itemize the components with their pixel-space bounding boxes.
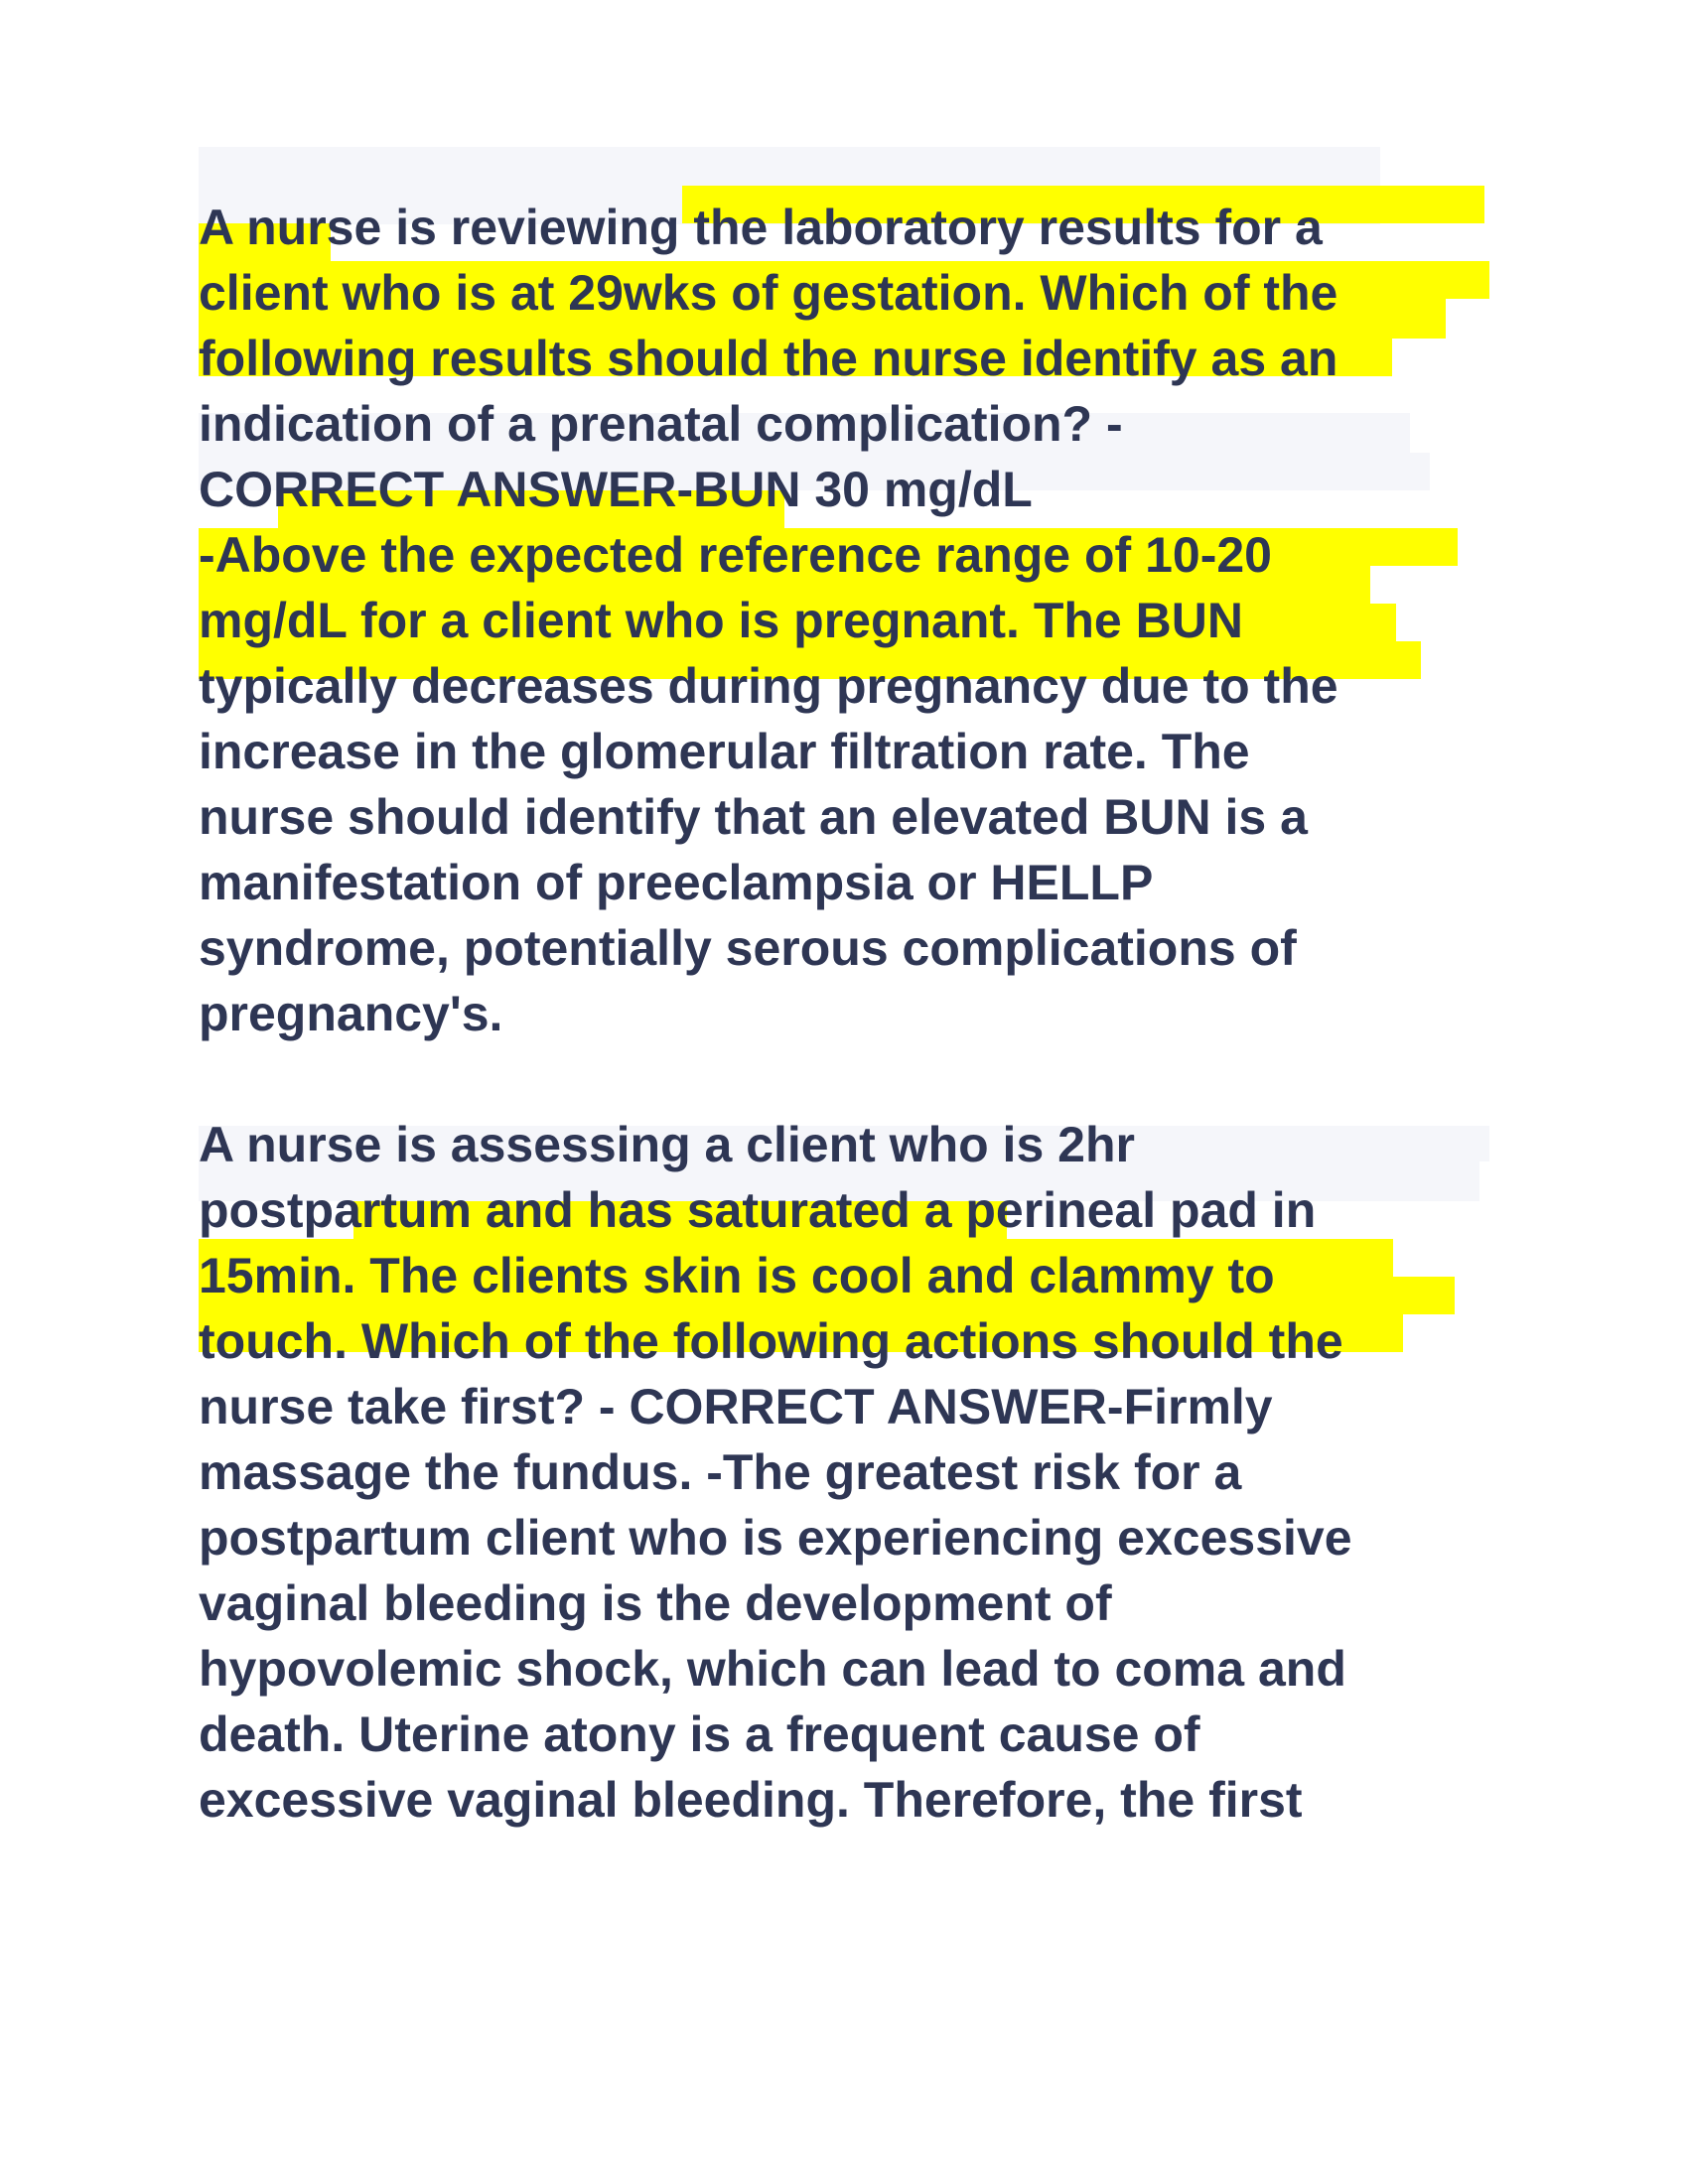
text-line: typically decreases during pregnancy due to the [199,658,1338,714]
text-line: following results should the nurse identify as an [199,331,1338,386]
document-body [199,195,1529,1833]
text-line: client who is at 29wks of gestation. Which of the [199,265,1338,321]
text-line: mg/dL for a client who is pregnant. The BUN [199,593,1243,648]
text-line: nurse take first? - CORRECT ANSWER-Firmly [199,1379,1273,1434]
text-line: postpartum and has saturated a perineal pad in [199,1182,1317,1238]
text-line: hypovolemic shock, which can lead to coma and [199,1641,1346,1697]
text-line: vaginal bleeding is the development of [199,1575,1112,1631]
text-line: 15min. The clients skin is cool and clammy to [199,1248,1275,1303]
text-line: excessive vaginal bleeding. Therefore, the first [199,1772,1303,1828]
text-line: death. Uterine atony is a frequent cause of [199,1706,1200,1762]
text-line: CORRECT ANSWER-BUN 30 mg/dL [199,462,1033,517]
text-line: nurse should identify that an elevated BUN is a [199,789,1308,845]
text-line: -Above the expected reference range of 10-20 [199,527,1272,583]
text-line: A nurse is assessing a client who is 2hr [199,1117,1135,1172]
text-line: pregnancy's. [199,986,503,1041]
text-line: increase in the glomerular filtration rate. The [199,724,1250,779]
text-line: touch. Which of the following actions should the [199,1313,1343,1369]
text-line: massage the fundus. -The greatest risk for a [199,1444,1242,1500]
text-line: syndrome, potentially serous complications of [199,920,1297,976]
text-line: manifestation of preeclampsia or HELLP [199,855,1154,910]
paragraph-gap [199,1046,1529,1112]
text-line: A nurse is reviewing the laboratory results for a [199,200,1323,255]
text-line: postpartum client who is experiencing excessive [199,1510,1352,1566]
question-block-1 [199,195,1529,1046]
text-line: indication of a prenatal complication? - [199,396,1123,452]
question-block-2 [199,1112,1529,1833]
